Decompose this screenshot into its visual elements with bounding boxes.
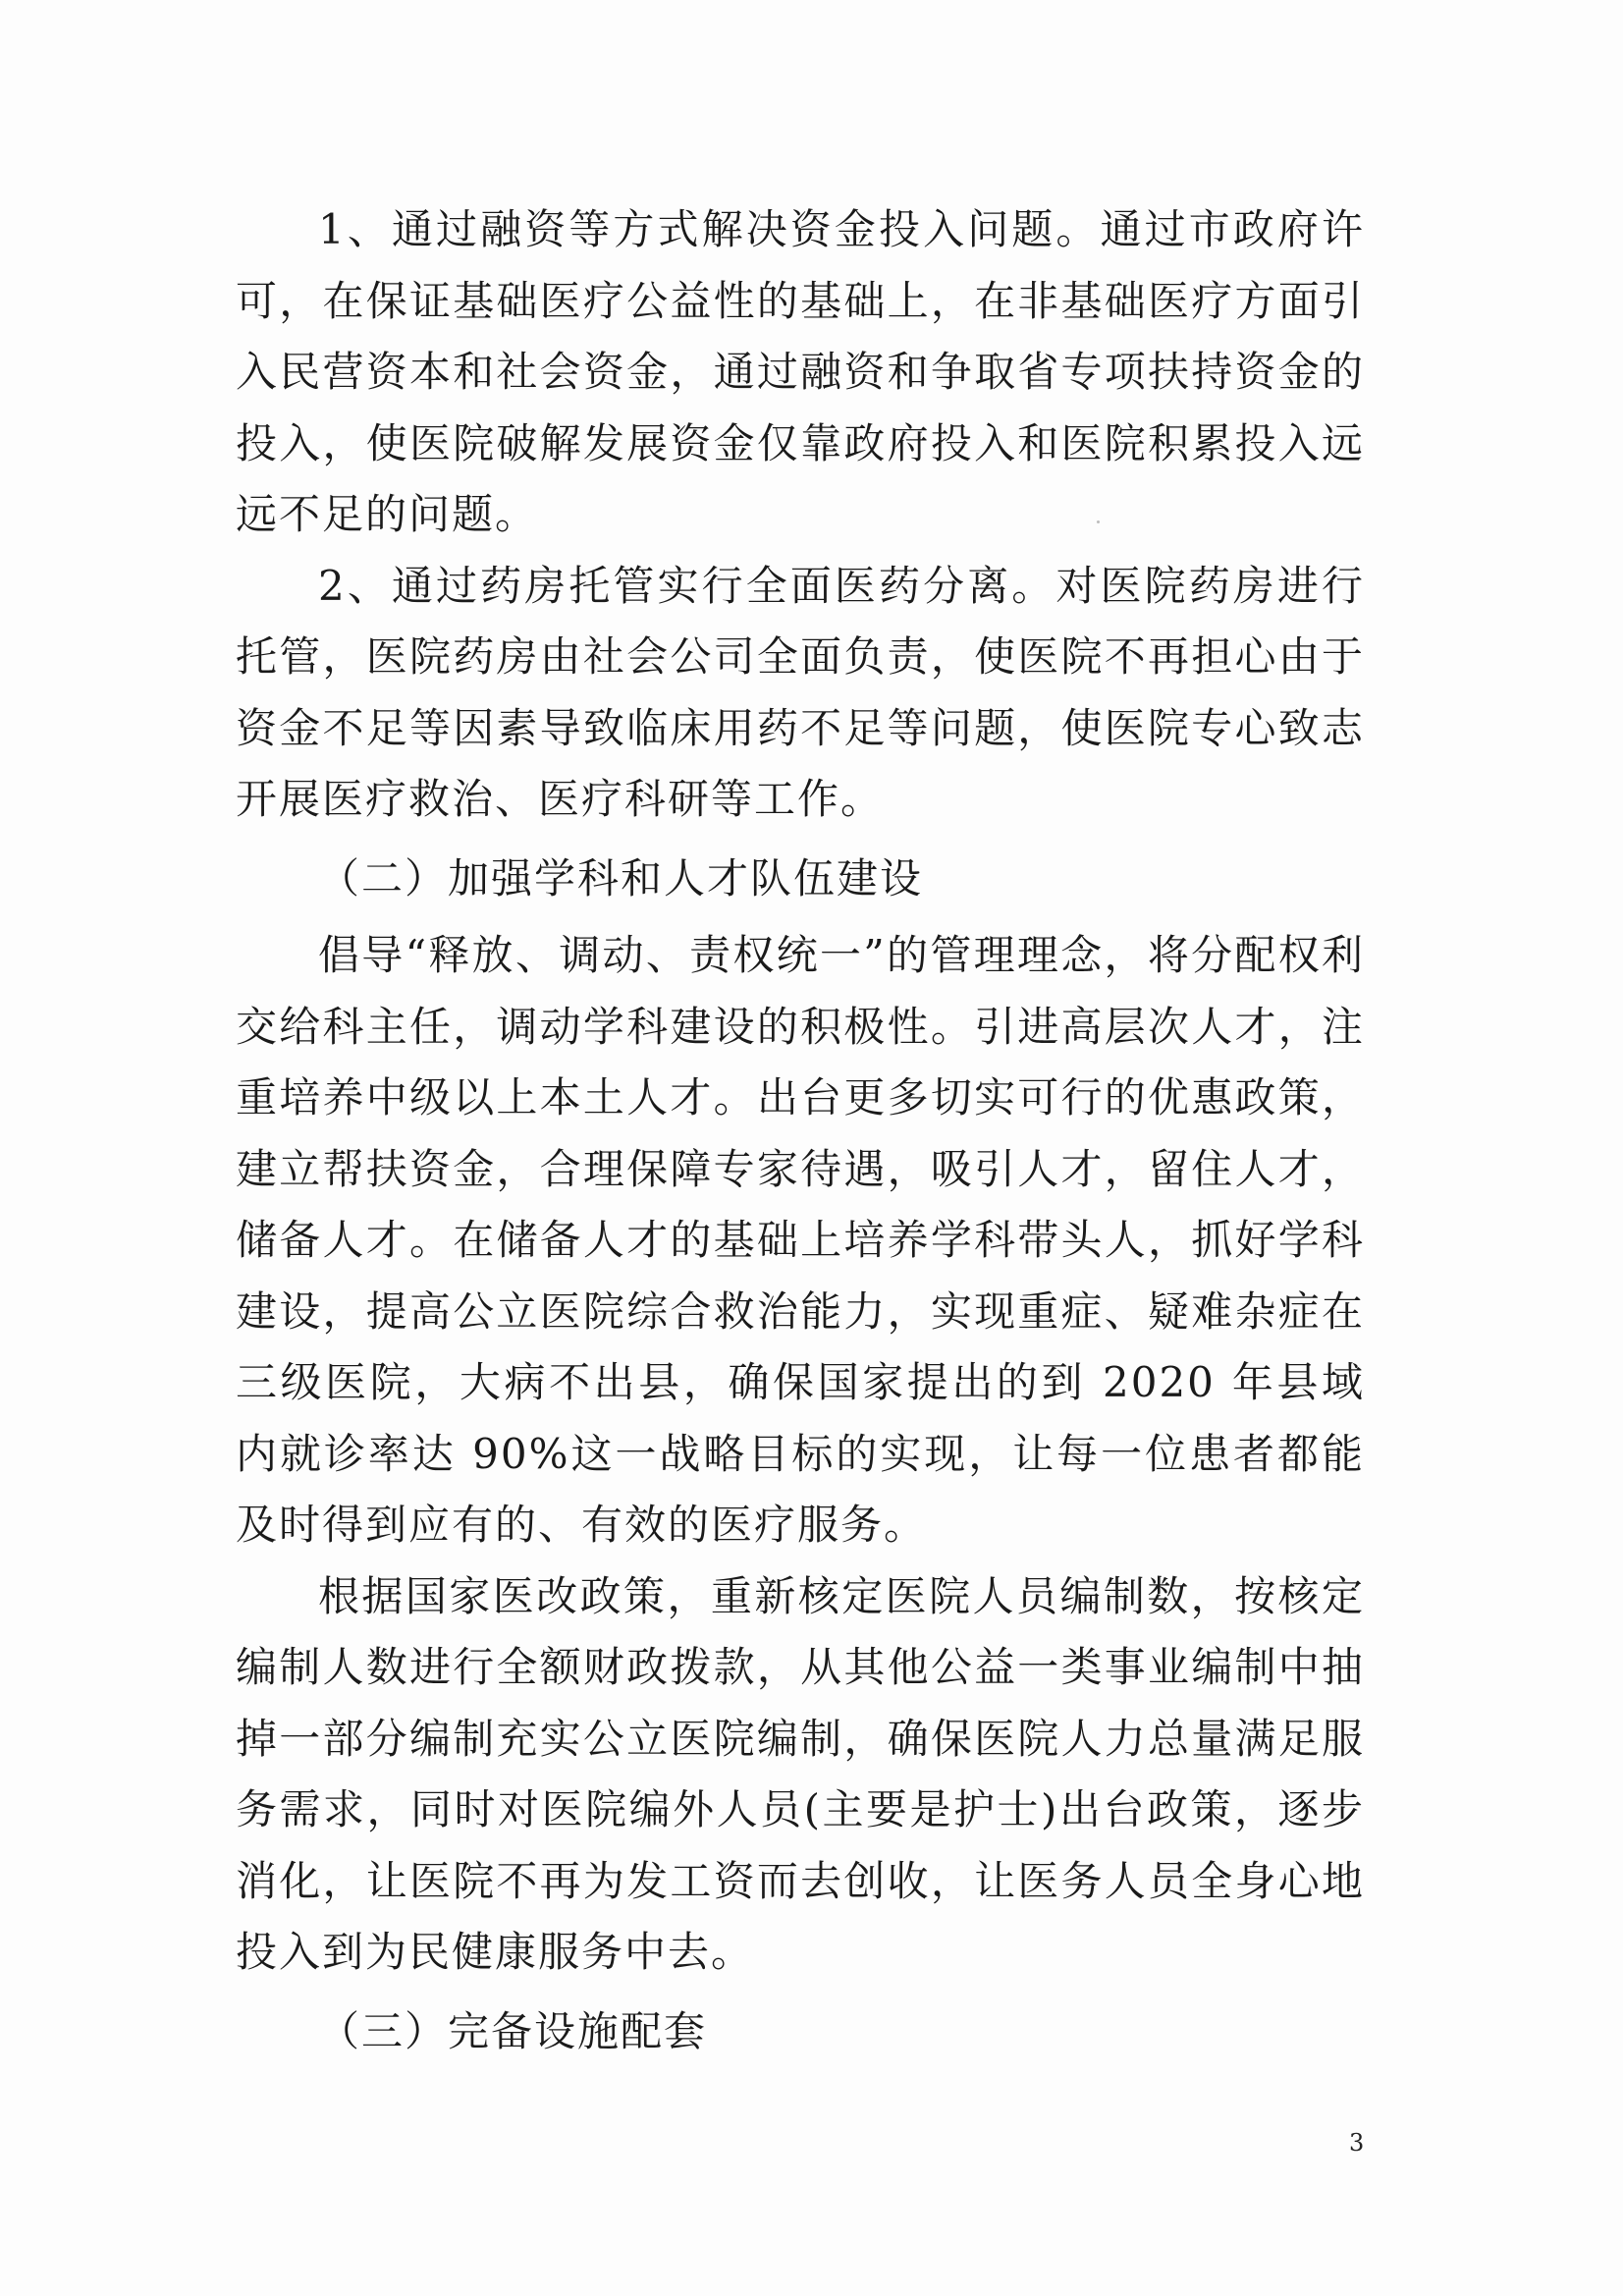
document-body xyxy=(236,194,1365,2073)
paragraph-pharmacy: 2、通过药房托管实行全面医药分离。对医院药房进行托管，医院药房由社会公司全面负责，使医院不再担心由于资金不足等因素导致临床用药不足等问题，使医院专心致志开展医疗救治、医疗科研等工作。 xyxy=(236,561,1365,823)
scan-speck xyxy=(1097,520,1100,523)
paragraph-funding: 1、通过融资等方式解决资金投入问题。通过市政府许可，在保证基础医疗公益性的基础上，在非基础医疗方面引入民营资本和社会资金，通过融资和争取省专项扶持资金的投入，使医院破解发展资金仅靠政府投入和医院积累投入远远不足的问题。 xyxy=(236,205,1365,538)
section-heading-facilities: （三）完备设施配套 xyxy=(318,2006,708,2055)
paragraph-talent: 倡导“释放、调动、责权统一”的管理理念，将分配权利交给科主任，调动学科建设的积极性。引进高层次人才，注重培养中级以上本土人才。出台更多切实可行的优惠政策，建立帮扶资金，合理保障专家待遇，吸引人才，留住人才，储备人才。在储备人才的基础上培养学科带头人，抓好学科建设，提高公立医院综合救治能力，实现重症、疑难杂症在三级医院，大病不出县，确保国家提出的到 2020 年县域内就诊率达 90%这一战略目标的实现，让每一位患者都能及时得到应有的、有效的医疗服务。 xyxy=(236,931,1365,1549)
paragraph-staffing: 根据国家医改政策，重新核定医院人员编制数，按核定编制人数进行全额财政拨款，从其他公益一类事业编制中抽掉一部分编制充实公立医院编制，确保医院人力总量满足服务需求，同时对医院编外人员(主要是护士)出台政策，逐步消化，让医院不再为发工资而去创收，让医务人员全身心地投入到为民健康服务中去。 xyxy=(236,1571,1365,1976)
page-number: 3 xyxy=(1349,2129,1365,2157)
section-heading-talent: （二）加强学科和人才队伍建设 xyxy=(318,853,924,902)
